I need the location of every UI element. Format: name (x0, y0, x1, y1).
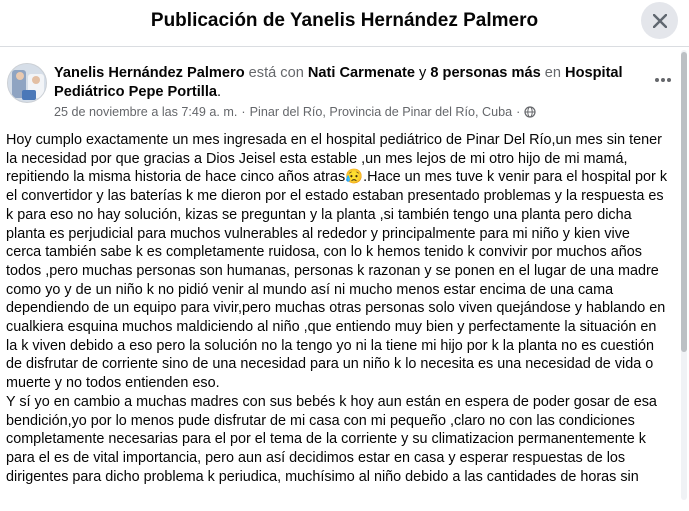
others-link[interactable]: 8 personas más (430, 65, 541, 81)
meta-separator-2: · (516, 105, 521, 119)
dialog-title: Publicación de Yanelis Hernández Palmero (150, 10, 539, 31)
more-options-button[interactable] (651, 68, 675, 92)
timestamp[interactable]: 25 de noviembre a las 7:49 a. m. (54, 105, 238, 119)
author-line (54, 64, 634, 102)
location-link[interactable]: Hospital Pediátrico Pepe Portilla (54, 65, 623, 100)
scrollbar-thumb[interactable] (681, 52, 687, 352)
with-text: está con (244, 65, 308, 81)
meta-separator-1: · (241, 105, 246, 119)
place-link[interactable]: Pinar del Río, Provincia de Pinar del Río, Cuba (249, 105, 513, 119)
period: . (217, 84, 222, 100)
author-name[interactable]: Yanelis Hernández Palmero (54, 65, 245, 81)
and-text: y (414, 65, 431, 81)
tagged-friend[interactable]: Nati Carmenate (307, 65, 415, 81)
post-paragraph-2: Y sí yo en cambio a muchas madres con sus bebés k hoy aun están en espera de poder gosar de esa bendición,yo por lo menos pude disfrutar de mi casa con mi pequeño ,claro no con las condiciones completamente necesarias para el por el tema de la corriente y su climatizacion permanentemente k para el es de vital importancia, pero aun así decidimos estar en casa y esperar respuestas de los dirigentes para dicho problema k periudica, muchísimo al niño debido a las cantidades de horas sin (6, 393, 657, 485)
in-text: en (540, 65, 566, 81)
dialog-header (0, 0, 689, 47)
post-meta (54, 104, 654, 120)
post-text (6, 131, 668, 486)
more-horizontal-icon (654, 77, 672, 83)
close-button[interactable] (641, 2, 678, 39)
close-icon (653, 14, 667, 28)
globe-icon[interactable] (524, 106, 536, 118)
post-header (6, 62, 686, 122)
avatar-photo-icon (8, 64, 47, 103)
avatar[interactable] (7, 63, 47, 103)
post-paragraph-1: Hoy cumplo exactamente un mes ingresada en el hospital pediátrico de Pinar Del Río,un mes sin tener la necesidad por que gracias a Dios Jeisel esta estable ,un mes lejos de mi otro hijo de mi mamá, repitiendo la misma historia de hace cinco años atras😥.Hace un mes tuve k venir para el hospital por k el convertidor y las baterías k me dieron por el estado estaban presentado problemas y la respuesta es k para eso no hay solución, kizas se preguntan y la planta ,si también tengo una planta pero dicha planta es perjudicial para muchos vulnerables al rededor y principalmente para mi niño y kien vive cerca también sabe k es completamente ruidosa, con lo k hemos tenido k convivir por muchos años todos ,pero muchas personas son humanas, personas k razonan y se ponen en el lugar de una madre como yo y de un niño k no pidió venir al mundo así ni mucho menos estar encima de una cama dependiendo de un equipo para vivir,pero muchas otras personas solo viven quejándose y hablando en cualkiera esquina muchos maldiciendo al niño ,que entiendo muy bien y perfectamente la situación en la k viven debido a eso pero la solución no la tengo yo ni la tiene mi hijo por k la planta no es cuestión de disfrutar de corriente sino de una necesidad para un niño k lo necesita es una necesidad de vida o muerte y no todos entienden eso. (6, 132, 668, 392)
